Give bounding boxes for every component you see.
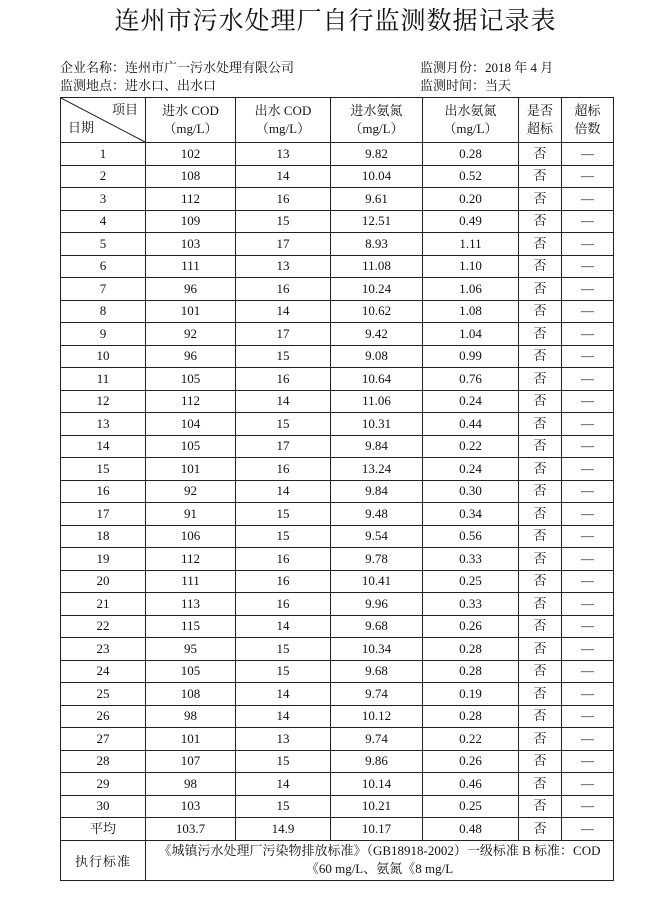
table-row <box>61 750 614 773</box>
table-row <box>61 525 614 548</box>
effluent-ammonia-cell: 0.22 <box>423 728 519 751</box>
effluent-cod-cell: 14 <box>236 705 331 728</box>
effluent-cod-cell: 15 <box>236 503 331 526</box>
exceed-multiple-cell: — <box>562 705 614 728</box>
header-line: 是否 <box>526 103 553 118</box>
header-line: 进水 COD <box>162 103 219 118</box>
effluent-ammonia-cell: 0.30 <box>423 480 519 503</box>
influent-ammonia-cell: 10.24 <box>331 278 423 301</box>
exceeded-cell: 否 <box>519 638 562 661</box>
exceeded-cell: 否 <box>519 390 562 413</box>
date-cell: 12 <box>61 390 146 413</box>
effluent-cod-cell: 13 <box>236 728 331 751</box>
table-row <box>61 660 614 683</box>
influent-ammonia-cell: 9.84 <box>331 480 423 503</box>
exceeded-cell: 否 <box>519 795 562 818</box>
exceeded-cell: 否 <box>519 323 562 346</box>
header-line: 超标 <box>526 121 553 136</box>
exceed-multiple-cell: — <box>562 278 614 301</box>
influent-ammonia-cell: 13.24 <box>331 458 423 481</box>
effluent-ammonia-cell: 1.04 <box>423 323 519 346</box>
exceeded-cell: 否 <box>519 750 562 773</box>
influent-ammonia-cell: 11.06 <box>331 390 423 413</box>
influent-cod-cell: 92 <box>146 323 236 346</box>
effluent-cod-cell: 15 <box>236 795 331 818</box>
influent-cod-cell: 105 <box>146 368 236 391</box>
influent-ammonia-cell: 9.68 <box>331 660 423 683</box>
effluent-ammonia-cell: 0.22 <box>423 435 519 458</box>
table-row <box>61 615 614 638</box>
influent-cod-cell: 96 <box>146 345 236 368</box>
influent-cod-cell: 115 <box>146 615 236 638</box>
table-row <box>61 458 614 481</box>
influent-ammonia-cell: 10.04 <box>331 165 423 188</box>
influent-ammonia-cell: 10.41 <box>331 570 423 593</box>
influent-cod-cell: 108 <box>146 683 236 706</box>
date-cell: 11 <box>61 368 146 391</box>
date-cell: 22 <box>61 615 146 638</box>
exceeded-cell: 否 <box>519 458 562 481</box>
table-row <box>61 503 614 526</box>
effluent-cod-cell: 16 <box>236 548 331 571</box>
effluent-ammonia-cell: 0.48 <box>423 818 519 841</box>
exceeded-cell: 否 <box>519 480 562 503</box>
header-line: 进水氨氮 <box>350 103 403 118</box>
influent-cod-cell: 105 <box>146 435 236 458</box>
item-header-label: 项目 <box>111 102 138 117</box>
effluent-cod-cell: 14.9 <box>236 818 331 841</box>
effluent-cod-cell: 17 <box>236 323 331 346</box>
date-cell: 16 <box>61 480 146 503</box>
table-row <box>61 480 614 503</box>
exceeded-cell: 否 <box>519 570 562 593</box>
exceeded-cell: 否 <box>519 368 562 391</box>
influent-cod-cell: 108 <box>146 165 236 188</box>
exceeded-cell: 否 <box>519 233 562 256</box>
date-cell: 17 <box>61 503 146 526</box>
date-cell: 30 <box>61 795 146 818</box>
effluent-ammonia-cell: 0.25 <box>423 570 519 593</box>
table-row <box>61 368 614 391</box>
influent-ammonia-cell: 9.78 <box>331 548 423 571</box>
exceeded-cell: 否 <box>519 255 562 278</box>
effluent-ammonia-cell: 0.56 <box>423 525 519 548</box>
influent-ammonia-cell: 10.31 <box>331 413 423 436</box>
date-cell: 15 <box>61 458 146 481</box>
table-row <box>61 323 614 346</box>
exceed-multiple-cell: — <box>562 773 614 796</box>
effluent-cod-cell: 15 <box>236 638 331 661</box>
influent-ammonia-cell: 8.93 <box>331 233 423 256</box>
influent-cod-cell: 91 <box>146 503 236 526</box>
exceeded-header <box>519 98 562 143</box>
header-row <box>61 98 614 143</box>
effluent-ammonia-cell: 0.24 <box>423 390 519 413</box>
influent-cod-cell: 98 <box>146 773 236 796</box>
influent-cod-cell: 106 <box>146 525 236 548</box>
date-cell: 6 <box>61 255 146 278</box>
effluent-cod-cell: 16 <box>236 458 331 481</box>
effluent-cod-cell: 14 <box>236 390 331 413</box>
header-line: 超标 <box>574 103 601 118</box>
table-row <box>61 548 614 571</box>
header-unit: （mg/L） <box>443 121 498 136</box>
date-cell: 4 <box>61 210 146 233</box>
effluent-ammonia-cell: 0.34 <box>423 503 519 526</box>
effluent-ammonia-cell: 0.46 <box>423 773 519 796</box>
exceeded-cell: 否 <box>519 435 562 458</box>
influent-ammonia-cell: 9.61 <box>331 188 423 211</box>
exceeded-cell: 否 <box>519 615 562 638</box>
header-unit: （mg/L） <box>349 121 404 136</box>
company-name: 企业名称：连州市广一污水处理有限公司 <box>60 60 295 75</box>
effluent-ammonia-cell: 0.76 <box>423 368 519 391</box>
table-row <box>61 300 614 323</box>
effluent-ammonia-cell: 0.26 <box>423 750 519 773</box>
header-unit: （mg/L） <box>255 121 311 136</box>
effluent-cod-cell: 15 <box>236 750 331 773</box>
influent-ammonia-header <box>331 98 423 143</box>
influent-ammonia-cell: 9.74 <box>331 683 423 706</box>
influent-ammonia-cell: 9.86 <box>331 750 423 773</box>
table-row <box>61 593 614 616</box>
date-cell: 23 <box>61 638 146 661</box>
standard-row <box>61 840 614 880</box>
influent-cod-cell: 104 <box>146 413 236 436</box>
date-cell: 1 <box>61 143 146 166</box>
date-cell: 8 <box>61 300 146 323</box>
influent-ammonia-cell: 9.08 <box>331 345 423 368</box>
exceed-multiple-cell: — <box>562 210 614 233</box>
effluent-ammonia-cell: 1.06 <box>423 278 519 301</box>
effluent-ammonia-cell: 0.49 <box>423 210 519 233</box>
effluent-ammonia-header <box>423 98 519 143</box>
influent-ammonia-cell: 9.42 <box>331 323 423 346</box>
influent-ammonia-cell: 10.17 <box>331 818 423 841</box>
exceed-multiple-cell: — <box>562 750 614 773</box>
effluent-ammonia-cell: 0.26 <box>423 615 519 638</box>
influent-ammonia-cell: 10.21 <box>331 795 423 818</box>
influent-cod-cell: 105 <box>146 660 236 683</box>
effluent-ammonia-cell: 0.33 <box>423 593 519 616</box>
exceed-multiple-cell: — <box>562 525 614 548</box>
date-cell: 5 <box>61 233 146 256</box>
table-row <box>61 728 614 751</box>
date-cell: 2 <box>61 165 146 188</box>
exceeded-cell: 否 <box>519 773 562 796</box>
table-row <box>61 413 614 436</box>
header-line: 出水 COD <box>254 103 312 118</box>
exceed-multiple-cell: — <box>562 683 614 706</box>
effluent-cod-cell: 15 <box>236 525 331 548</box>
effluent-ammonia-cell: 1.11 <box>423 233 519 256</box>
effluent-cod-cell: 13 <box>236 143 331 166</box>
influent-ammonia-cell: 10.64 <box>331 368 423 391</box>
standard-label: 执行标准 <box>61 840 146 880</box>
exceeded-cell: 否 <box>519 503 562 526</box>
exceeded-cell: 否 <box>519 728 562 751</box>
date-cell: 3 <box>61 188 146 211</box>
exceed-multiple-cell: — <box>562 390 614 413</box>
effluent-ammonia-cell: 0.28 <box>423 638 519 661</box>
effluent-cod-cell: 15 <box>236 660 331 683</box>
table-row <box>61 165 614 188</box>
effluent-ammonia-cell: 0.28 <box>423 143 519 166</box>
exceed-multiple-cell: — <box>562 660 614 683</box>
effluent-ammonia-cell: 0.28 <box>423 660 519 683</box>
effluent-cod-cell: 14 <box>236 615 331 638</box>
exceed-multiple-cell: — <box>562 368 614 391</box>
table-row <box>61 345 614 368</box>
exceed-multiple-cell: — <box>562 323 614 346</box>
effluent-cod-cell: 16 <box>236 188 331 211</box>
date-cell: 28 <box>61 750 146 773</box>
effluent-cod-cell: 17 <box>236 435 331 458</box>
table-row <box>61 143 614 166</box>
date-cell: 20 <box>61 570 146 593</box>
data-rows <box>61 143 614 841</box>
influent-cod-cell: 111 <box>146 570 236 593</box>
table-row <box>61 255 614 278</box>
effluent-cod-cell: 14 <box>236 300 331 323</box>
exceeded-cell: 否 <box>519 818 562 841</box>
influent-cod-cell: 111 <box>146 255 236 278</box>
exceeded-cell: 否 <box>519 593 562 616</box>
exceeded-cell: 否 <box>519 210 562 233</box>
date-cell: 24 <box>61 660 146 683</box>
header-line: 倍数 <box>574 121 601 136</box>
table-row <box>61 188 614 211</box>
exceeded-cell: 否 <box>519 683 562 706</box>
exceed-multiple-cell: — <box>562 188 614 211</box>
table-row <box>61 795 614 818</box>
header-unit: （mg/L） <box>163 121 218 136</box>
effluent-cod-cell: 15 <box>236 413 331 436</box>
exceeded-cell: 否 <box>519 143 562 166</box>
influent-ammonia-cell: 10.14 <box>331 773 423 796</box>
influent-cod-header <box>146 98 236 143</box>
effluent-cod-cell: 13 <box>236 255 331 278</box>
effluent-cod-cell: 14 <box>236 165 331 188</box>
exceed-multiple-cell: — <box>562 638 614 661</box>
influent-cod-cell: 101 <box>146 728 236 751</box>
standard-text: 《城镇污水处理厂污染物排放标准》（GB18918-2002）一级标准 B 标准：COD《60 mg/L、氨氮《8 mg/L <box>146 840 614 880</box>
table-row <box>61 683 614 706</box>
influent-cod-cell: 113 <box>146 593 236 616</box>
effluent-cod-cell: 16 <box>236 368 331 391</box>
table-row <box>61 278 614 301</box>
table-row <box>61 210 614 233</box>
influent-cod-cell: 109 <box>146 210 236 233</box>
date-cell: 18 <box>61 525 146 548</box>
exceed-multiple-cell: — <box>562 570 614 593</box>
influent-ammonia-cell: 11.08 <box>331 255 423 278</box>
influent-cod-cell: 103.7 <box>146 818 236 841</box>
influent-ammonia-cell: 9.82 <box>331 143 423 166</box>
table-row <box>61 390 614 413</box>
effluent-ammonia-cell: 0.44 <box>423 413 519 436</box>
monitoring-time: 监测时间：当天 <box>420 78 512 93</box>
exceeded-cell: 否 <box>519 413 562 436</box>
exceed-multiple-header <box>562 98 614 143</box>
date-cell: 27 <box>61 728 146 751</box>
exceed-multiple-cell: — <box>562 593 614 616</box>
exceed-multiple-cell: — <box>562 143 614 166</box>
exceed-multiple-cell: — <box>562 548 614 571</box>
influent-ammonia-cell: 12.51 <box>331 210 423 233</box>
effluent-cod-cell: 15 <box>236 345 331 368</box>
exceed-multiple-cell: — <box>562 728 614 751</box>
influent-cod-cell: 98 <box>146 705 236 728</box>
exceeded-cell: 否 <box>519 188 562 211</box>
effluent-ammonia-cell: 0.25 <box>423 795 519 818</box>
influent-cod-cell: 95 <box>146 638 236 661</box>
exceed-multiple-cell: — <box>562 345 614 368</box>
influent-ammonia-cell: 9.54 <box>331 525 423 548</box>
date-cell: 10 <box>61 345 146 368</box>
exceed-multiple-cell: — <box>562 435 614 458</box>
influent-cod-cell: 101 <box>146 300 236 323</box>
exceed-multiple-cell: — <box>562 458 614 481</box>
exceed-multiple-cell: — <box>562 165 614 188</box>
effluent-ammonia-cell: 0.99 <box>423 345 519 368</box>
date-cell: 21 <box>61 593 146 616</box>
table-row <box>61 233 614 256</box>
date-cell: 19 <box>61 548 146 571</box>
effluent-ammonia-cell: 0.20 <box>423 188 519 211</box>
effluent-ammonia-cell: 0.19 <box>423 683 519 706</box>
effluent-cod-cell: 14 <box>236 773 331 796</box>
influent-cod-cell: 96 <box>146 278 236 301</box>
effluent-cod-cell: 17 <box>236 233 331 256</box>
influent-ammonia-cell: 10.62 <box>331 300 423 323</box>
exceeded-cell: 否 <box>519 278 562 301</box>
effluent-ammonia-cell: 1.08 <box>423 300 519 323</box>
influent-cod-cell: 107 <box>146 750 236 773</box>
exceeded-cell: 否 <box>519 345 562 368</box>
date-cell: 13 <box>61 413 146 436</box>
effluent-cod-cell: 15 <box>236 210 331 233</box>
average-row <box>61 818 614 841</box>
monitoring-location: 监测地点：进水口、出水口 <box>60 78 217 93</box>
exceeded-cell: 否 <box>519 660 562 683</box>
corner-header <box>61 98 146 143</box>
influent-ammonia-cell: 10.34 <box>331 638 423 661</box>
date-cell: 25 <box>61 683 146 706</box>
effluent-ammonia-cell: 1.10 <box>423 255 519 278</box>
date-cell: 14 <box>61 435 146 458</box>
header-line: 出水氨氮 <box>444 103 497 118</box>
date-cell: 26 <box>61 705 146 728</box>
influent-ammonia-cell: 9.74 <box>331 728 423 751</box>
influent-cod-cell: 103 <box>146 233 236 256</box>
influent-cod-cell: 102 <box>146 143 236 166</box>
influent-cod-cell: 112 <box>146 548 236 571</box>
effluent-ammonia-cell: 0.52 <box>423 165 519 188</box>
page-title: 连州市污水处理厂自行监测数据记录表 <box>114 8 557 35</box>
table-row <box>61 705 614 728</box>
influent-ammonia-cell: 9.48 <box>331 503 423 526</box>
exceed-multiple-cell: — <box>562 503 614 526</box>
influent-cod-cell: 112 <box>146 188 236 211</box>
exceeded-cell: 否 <box>519 548 562 571</box>
monitoring-data-table <box>60 97 614 881</box>
exceed-multiple-cell: — <box>562 233 614 256</box>
effluent-ammonia-cell: 0.24 <box>423 458 519 481</box>
effluent-cod-cell: 16 <box>236 570 331 593</box>
date-cell: 9 <box>61 323 146 346</box>
exceed-multiple-cell: — <box>562 795 614 818</box>
date-cell: 29 <box>61 773 146 796</box>
exceeded-cell: 否 <box>519 525 562 548</box>
exceeded-cell: 否 <box>519 705 562 728</box>
exceed-multiple-cell: — <box>562 255 614 278</box>
exceeded-cell: 否 <box>519 165 562 188</box>
influent-cod-cell: 103 <box>146 795 236 818</box>
effluent-cod-cell: 16 <box>236 593 331 616</box>
influent-ammonia-cell: 10.12 <box>331 705 423 728</box>
influent-ammonia-cell: 9.68 <box>331 615 423 638</box>
effluent-ammonia-cell: 0.33 <box>423 548 519 571</box>
exceed-multiple-cell: — <box>562 300 614 323</box>
exceed-multiple-cell: — <box>562 615 614 638</box>
table-row <box>61 570 614 593</box>
exceed-multiple-cell: — <box>562 413 614 436</box>
effluent-cod-cell: 14 <box>236 683 331 706</box>
effluent-ammonia-cell: 0.28 <box>423 705 519 728</box>
influent-cod-cell: 92 <box>146 480 236 503</box>
table-row <box>61 773 614 796</box>
date-cell: 平均 <box>61 818 146 841</box>
date-header-label: 日期 <box>68 120 95 135</box>
exceed-multiple-cell: — <box>562 480 614 503</box>
table-row <box>61 435 614 458</box>
effluent-cod-cell: 16 <box>236 278 331 301</box>
influent-ammonia-cell: 9.84 <box>331 435 423 458</box>
influent-cod-cell: 112 <box>146 390 236 413</box>
influent-cod-cell: 101 <box>146 458 236 481</box>
exceed-multiple-cell: — <box>562 818 614 841</box>
effluent-cod-cell: 14 <box>236 480 331 503</box>
date-cell: 7 <box>61 278 146 301</box>
monitoring-month: 监测月份：2018 年 4 月 <box>420 60 554 75</box>
exceeded-cell: 否 <box>519 300 562 323</box>
influent-ammonia-cell: 9.96 <box>331 593 423 616</box>
table-row <box>61 638 614 661</box>
effluent-cod-header <box>236 98 331 143</box>
